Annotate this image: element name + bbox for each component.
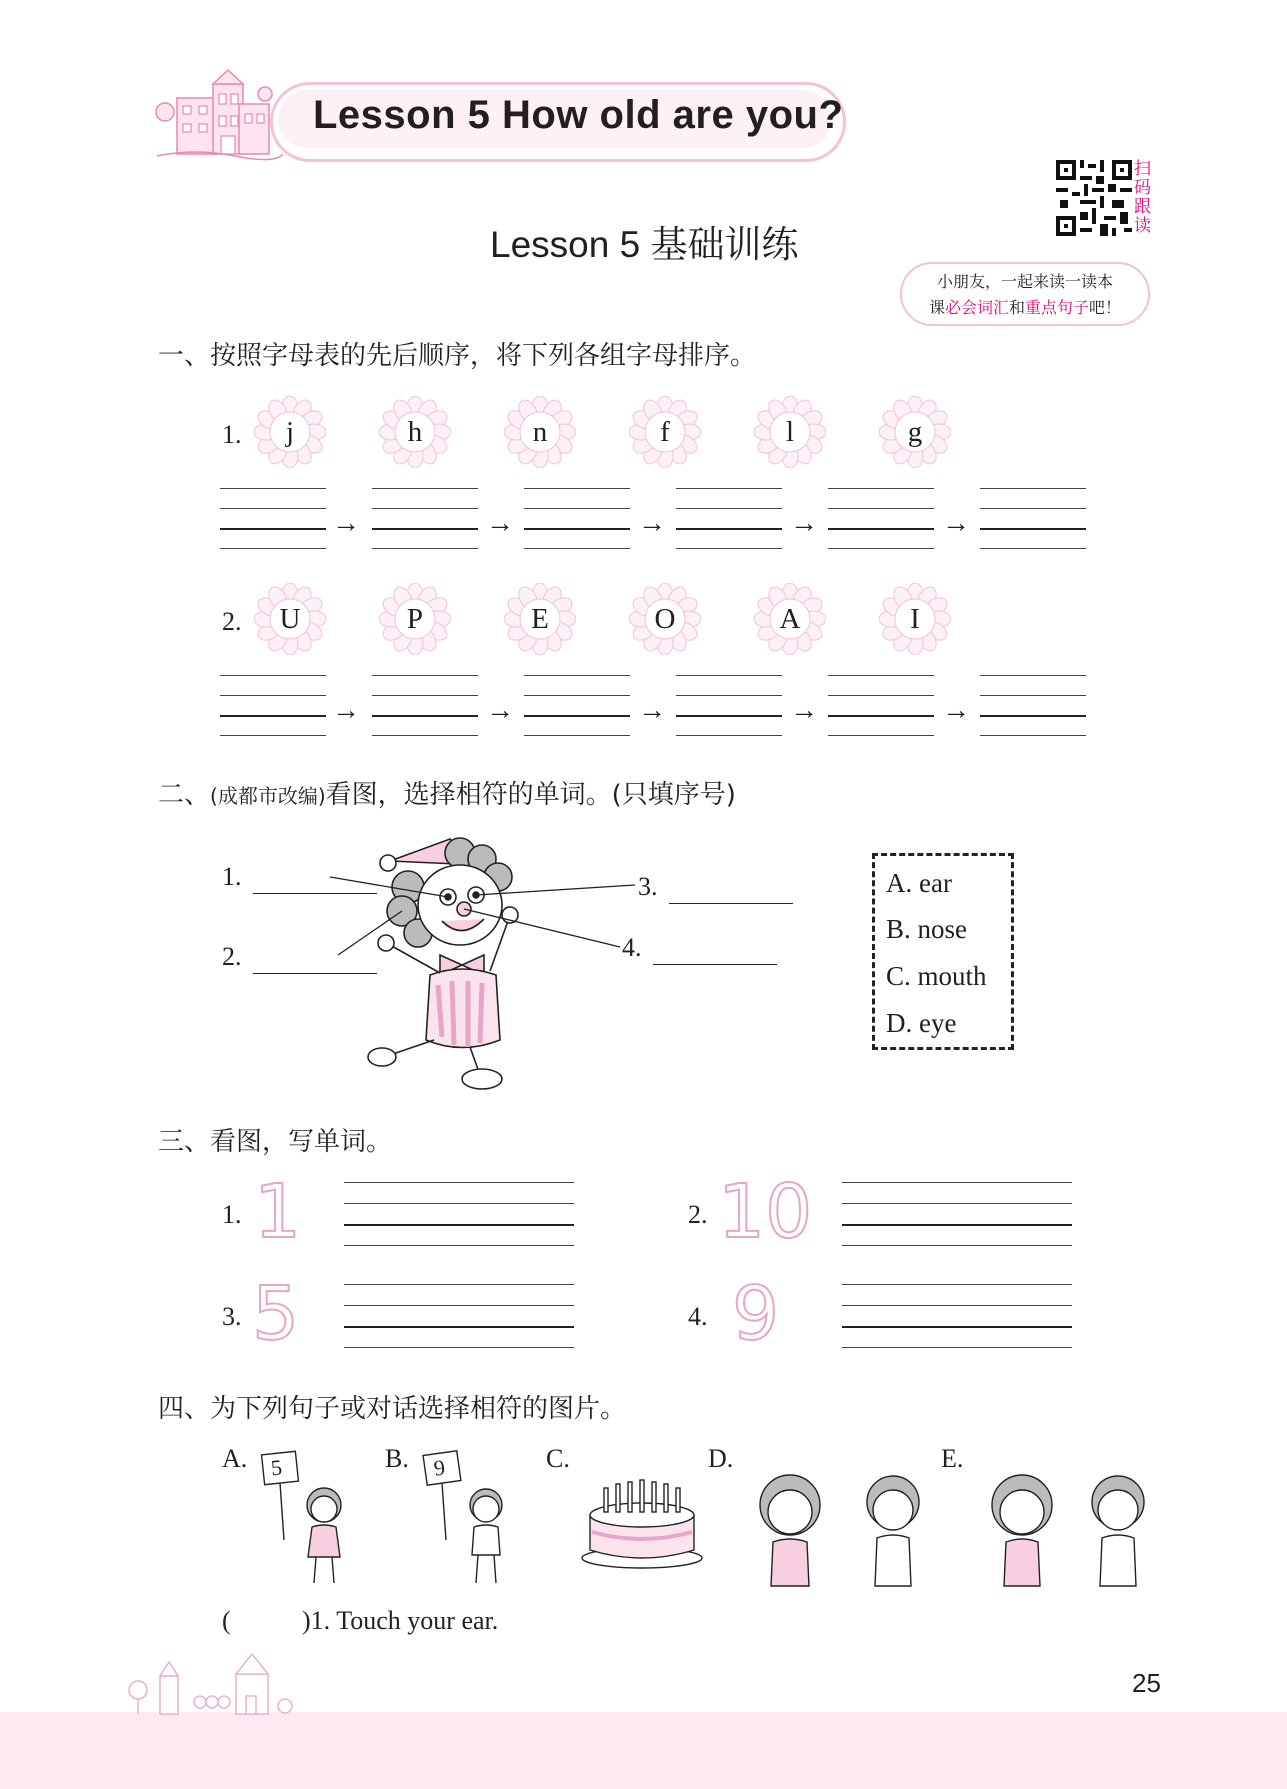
arrow-icon: → xyxy=(942,508,970,539)
lesson-title: Lesson 5 How old are you? xyxy=(313,93,844,137)
option-d: D. eye xyxy=(886,1008,957,1038)
letter-q2-0: U xyxy=(279,603,301,635)
section-2-instruction: 看图，选择相符的单词。(只填序号) xyxy=(325,780,736,810)
writing-lines-q1-5[interactable] xyxy=(980,488,1086,550)
s3-digit-2: 10 xyxy=(718,1169,813,1255)
arrow-icon: → xyxy=(638,695,666,726)
sec1-q1-number: 1. xyxy=(222,420,242,449)
picture-e[interactable] xyxy=(982,1460,1157,1590)
page-subtitle: Lesson 5 基础训练 xyxy=(490,224,799,265)
s3-num-3: 3. xyxy=(222,1302,242,1331)
writing-lines-q2-1[interactable] xyxy=(372,675,478,737)
s3-num-1: 1. xyxy=(222,1200,242,1229)
s2-label-2: 2. xyxy=(222,942,242,971)
bubble-highlight-sentences: 重点句子 xyxy=(1025,300,1090,317)
bubble-text: 课 xyxy=(928,300,945,317)
letter-q1-4: l xyxy=(785,416,795,448)
section-2-title xyxy=(158,774,736,811)
arrow-icon: → xyxy=(638,508,666,539)
picture-d[interactable] xyxy=(745,1460,935,1590)
bubble-line-2 xyxy=(912,296,1138,322)
s3-num-4: 4. xyxy=(688,1302,708,1331)
school-building-icon xyxy=(155,64,285,164)
girl-and-boy-icon xyxy=(745,1460,935,1590)
s4-q1-paren: ( xyxy=(222,1606,231,1635)
qr-code[interactable] xyxy=(1056,160,1132,236)
arrow-icon: → xyxy=(486,695,514,726)
s3-digit-1: 1 xyxy=(254,1169,302,1255)
s3-digit-3: 5 xyxy=(252,1271,300,1357)
letter-q2-4: A xyxy=(779,603,801,635)
town-icon xyxy=(120,1640,300,1720)
letter-q1-0: j xyxy=(285,416,295,448)
page-number: 25 xyxy=(1132,1668,1161,1698)
sign-b-number: 9 xyxy=(432,1454,447,1481)
writing-lines-q1-1[interactable] xyxy=(372,488,478,550)
s3-writing-lines-2[interactable] xyxy=(842,1182,1072,1248)
option-c: C. mouth xyxy=(886,961,987,991)
arrow-icon: → xyxy=(790,508,818,539)
letter-q2-3: O xyxy=(654,603,676,635)
arrow-icon: → xyxy=(332,695,360,726)
s4-q1-answer-slot[interactable] xyxy=(236,1606,302,1638)
s3-writing-lines-3[interactable] xyxy=(344,1284,574,1350)
qr-code-icon xyxy=(1056,160,1132,236)
s2-label-1: 1. xyxy=(222,862,242,891)
pic-label-a: A. xyxy=(222,1444,248,1473)
letter-q1-3: f xyxy=(660,416,670,448)
pic-label-c: C. xyxy=(546,1444,570,1473)
birthday-cake-icon xyxy=(580,1470,705,1570)
footer-band xyxy=(0,1712,1287,1789)
bubble-highlight-vocab: 必会词汇 xyxy=(944,300,1009,317)
girl-and-boy-icon xyxy=(982,1460,1157,1590)
s3-writing-lines-1[interactable] xyxy=(344,1182,574,1248)
clown-icon xyxy=(330,825,640,1090)
s2-label-4: 4. xyxy=(622,933,642,962)
arrow-icon: → xyxy=(332,508,360,539)
s3-writing-lines-4[interactable] xyxy=(842,1284,1072,1350)
s2-answer-4[interactable] xyxy=(653,964,777,965)
writing-lines-q1-3[interactable] xyxy=(676,488,782,550)
section-3-title: 三、看图，写单词。 xyxy=(158,1127,393,1157)
pic-label-e: E. xyxy=(941,1444,964,1473)
letter-q1-2: n xyxy=(532,416,548,448)
writing-lines-q2-0[interactable] xyxy=(220,675,326,737)
s3-num-2: 2. xyxy=(688,1200,708,1229)
bubble-text: 吧！ xyxy=(1089,300,1122,317)
pic-label-b: B. xyxy=(385,1444,409,1473)
s3-digit-4: 9 xyxy=(732,1271,780,1357)
bubble-text: 和 xyxy=(1008,300,1025,317)
letter-q2-5: I xyxy=(910,603,920,635)
writing-lines-q1-2[interactable] xyxy=(524,488,630,550)
sec1-q2-number: 2. xyxy=(222,607,242,636)
option-a: A. ear xyxy=(886,868,952,898)
writing-lines-q2-2[interactable] xyxy=(524,675,630,737)
s2-answer-3[interactable] xyxy=(669,903,793,904)
section-2-source: (成都市改编) xyxy=(210,784,326,808)
arrow-icon: → xyxy=(942,695,970,726)
s2-label-3: 3. xyxy=(638,872,658,901)
arrow-icon: → xyxy=(790,695,818,726)
section-4-title: 四、为下列句子或对话选择相符的图片。 xyxy=(158,1394,627,1424)
writing-lines-q1-4[interactable] xyxy=(828,488,934,550)
section-2-number: 二、 xyxy=(158,780,211,810)
sign-a-number: 5 xyxy=(269,1454,284,1481)
arrow-icon: → xyxy=(486,508,514,539)
qr-label: 扫码跟读 xyxy=(1134,159,1151,236)
letter-q1-5: g xyxy=(907,416,923,448)
picture-c[interactable] xyxy=(580,1470,705,1570)
writing-lines-q2-3[interactable] xyxy=(676,675,782,737)
writing-lines-q2-4[interactable] xyxy=(828,675,934,737)
speech-bubble xyxy=(900,262,1150,326)
footer-illustration xyxy=(120,1640,300,1720)
picture-a[interactable] xyxy=(258,1445,358,1590)
letter-q2-1: P xyxy=(406,603,424,635)
writing-lines-q2-5[interactable] xyxy=(980,675,1086,737)
letter-q2-2: E xyxy=(531,603,549,635)
clown-illustration xyxy=(330,825,640,1090)
letter-q1-1: h xyxy=(407,416,423,448)
pic-label-d: D. xyxy=(708,1444,734,1473)
writing-lines-q1-0[interactable] xyxy=(220,488,326,550)
header-illustration xyxy=(155,64,285,164)
section-1-title: 一、按照字母表的先后顺序，将下列各组字母排序。 xyxy=(158,341,757,371)
picture-b[interactable] xyxy=(420,1445,520,1590)
bubble-line-1: 小朋友，一起来读一读本 xyxy=(936,274,1113,291)
s4-q1-text: )1. Touch your ear. xyxy=(302,1606,499,1635)
option-b: B. nose xyxy=(886,914,967,944)
